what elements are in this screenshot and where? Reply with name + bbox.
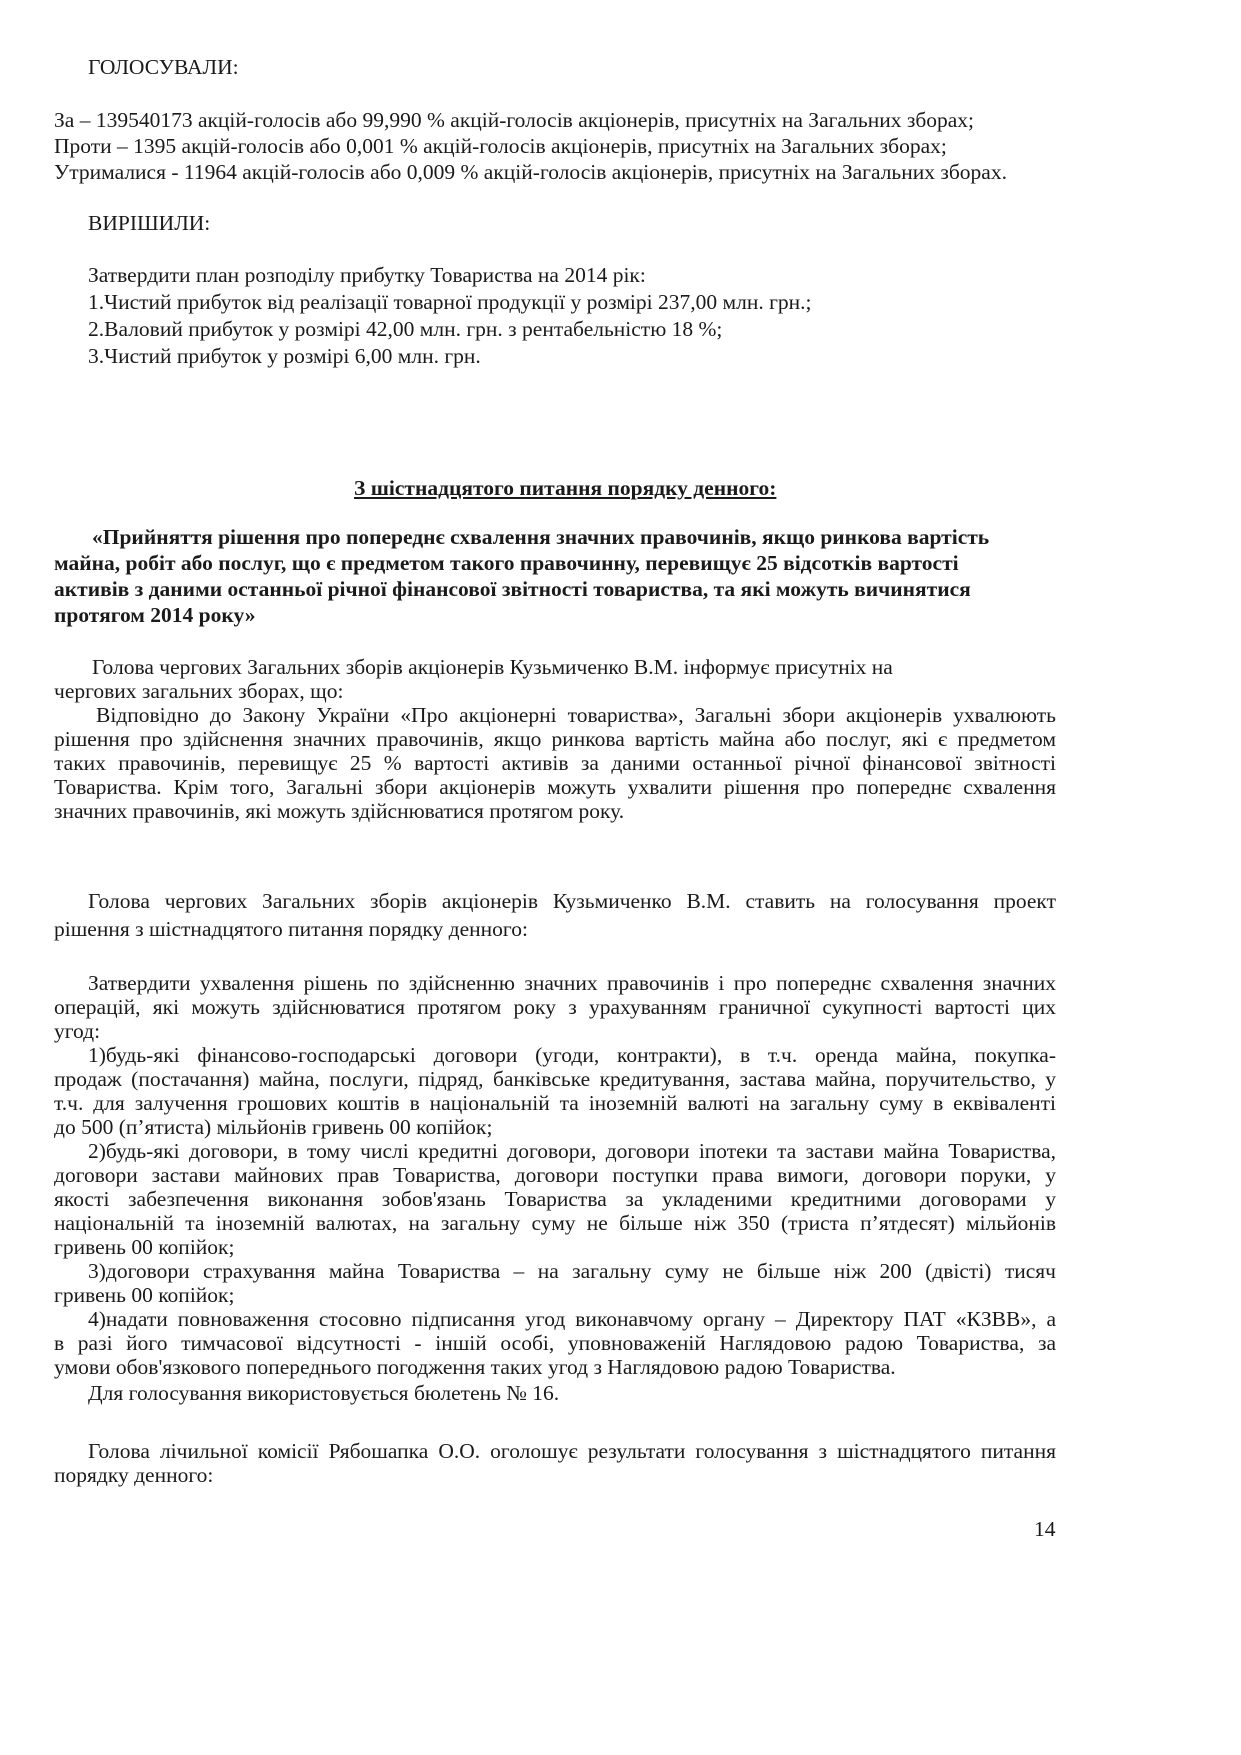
chair-vote-line: Голова чергових Загальних зборів акціонерів Кузьмиченко В.М. ставить на голосування проект	[88, 889, 1056, 913]
decided-heading: ВИРІШИЛИ:	[88, 211, 211, 235]
item2-line: національній та іноземній валютах, на загальну суму не більше ніж 350 (триста п’ятдесят) мільйонів	[54, 1211, 1056, 1235]
chair-info-line: Голова чергових Загальних зборів акціонерів Кузьмиченко В.М. інформує присутніх на	[92, 655, 893, 679]
item4-line: 4)надати повноваження стосовно підписання угод виконавчому органу – Директору ПАТ «КЗВВ», а	[88, 1307, 1056, 1331]
item2-line: договори застави майнових прав Товариства, договори поступки права вимоги, договори поруки, у	[54, 1163, 1056, 1187]
law-line: Товариства. Крім того, Загальні збори акціонерів можуть ухвалити рішення про попереднє схвалення	[54, 775, 1056, 799]
law-line: Відповідно до Закону України «Про акціонерні товариства», Загальні збори акціонерів ухвалюють	[96, 703, 1056, 727]
question-line: майна, робіт або послуг, що є предметом такого правочинну, перевищує 25 відсотків вартості	[54, 551, 959, 575]
item3-line: 3)договори страхування майна Товариства – на загальну суму не більше ніж 200 (двісті) тисяч	[88, 1259, 1056, 1283]
decided-item: 1.Чистий прибуток від реалізації товарної продукції у розмірі 237,00 млн. грн.;	[88, 290, 812, 314]
law-line: значних правочинів, які можуть здійснюватися протягом року.	[54, 799, 625, 823]
item2-line: якості забезпечення виконання зобов'язань Товариства за укладеними кредитними договорами у	[54, 1187, 1056, 1211]
approve-line: Затвердити ухвалення рішень по здійсненню значних правочинів і про попереднє схвалення значних	[88, 971, 1056, 995]
law-line: таких правочинів, перевищує 25 % вартості активів за даними останньої річної фінансової звітності	[54, 751, 1056, 775]
item1-line: продаж (постачання) майна, послуги, підряд, банківське кредитування, застава майна, поручительство, у	[54, 1067, 1056, 1091]
question-line: «Прийняття рішення про попереднє схвалення значних правочинів, якщо ринкова вартість	[92, 525, 990, 549]
item1-line: до 500 (п’ятиста) мільйонів гривень 00 копійок;	[54, 1115, 493, 1139]
question-line: протягом 2014 року»	[54, 603, 256, 627]
item4-line: в разі його тимчасової відсутності - іншій особі, уповноваженій Наглядовою радою Товариства, за	[54, 1331, 1056, 1355]
item1-line: 1)будь-які фінансово-господарські договори (угоди, контракти), в т.ч. оренда майна, покупка-	[88, 1043, 1056, 1067]
decided-intro: Затвердити план розподілу прибутку Товариства на 2014 рік:	[88, 263, 646, 287]
item3-line: гривень 00 копійок;	[54, 1283, 235, 1307]
approve-line: операцій, які можуть здійснюватися протягом року з урахуванням граничної сукупності вартості цих	[54, 995, 1056, 1019]
decided-item: 2.Валовий прибуток у розмірі 42,00 млн. грн. з рентабельністю 18 %;	[88, 317, 723, 341]
counting-line: порядку денного:	[54, 1463, 214, 1487]
item1-line: т.ч. для залучення грошових коштів в національній та іноземній валюті на загальну суму в еквіваленті	[54, 1091, 1056, 1115]
law-line: рішення про здійснення значних правочинів, якщо ринкова вартість майна або послуг, які є предметом	[54, 727, 1056, 751]
vote-against-line: Проти – 1395 акцій-голосів або 0,001 % акцій-голосів акціонерів, присутніх на Загальних зборах;	[54, 134, 947, 158]
item4-line: умови обов'язкового попереднього погодження таких угод з Наглядовою радою Товариства.	[54, 1355, 896, 1379]
chair-info-line: чергових загальних зборах, що:	[54, 679, 344, 703]
decided-item: 3.Чистий прибуток у розмірі 6,00 млн. грн.	[88, 344, 481, 368]
item2-line: 2)будь-які договори, в тому числі кредитні договори, договори іпотеки та застави майна Товариства,	[88, 1139, 1056, 1163]
vote-abstained-line: Утрималися - 11964 акцій-голосів або 0,009 % акцій-голосів акціонерів, присутніх на Загальних зборах.	[54, 160, 1007, 184]
ballot-line: Для голосування використовується бюлетень № 16.	[88, 1381, 560, 1405]
approve-line: угод:	[54, 1019, 101, 1043]
question-line: активів з даними останньої річної фінансової звітності товариства, та які можуть вичинятися	[54, 577, 971, 601]
page-number: 14	[1034, 1517, 1056, 1541]
vote-for-line: За – 139540173 акцій-голосів або 99,990 % акцій-голосів акціонерів, присутніх на Загальних зборах;	[54, 108, 975, 132]
item2-line: гривень 00 копійок;	[54, 1235, 235, 1259]
section-title: З шістнадцятого питання порядку денного:	[354, 476, 777, 500]
counting-line: Голова лічильної комісії Рябошапка О.О. оголошує результати голосування з шістнадцятого питання	[88, 1439, 1056, 1463]
chair-vote-line: рішення з шістнадцятого питання порядку денного:	[54, 917, 528, 941]
voting-heading: ГОЛОСУВАЛИ:	[88, 55, 239, 79]
